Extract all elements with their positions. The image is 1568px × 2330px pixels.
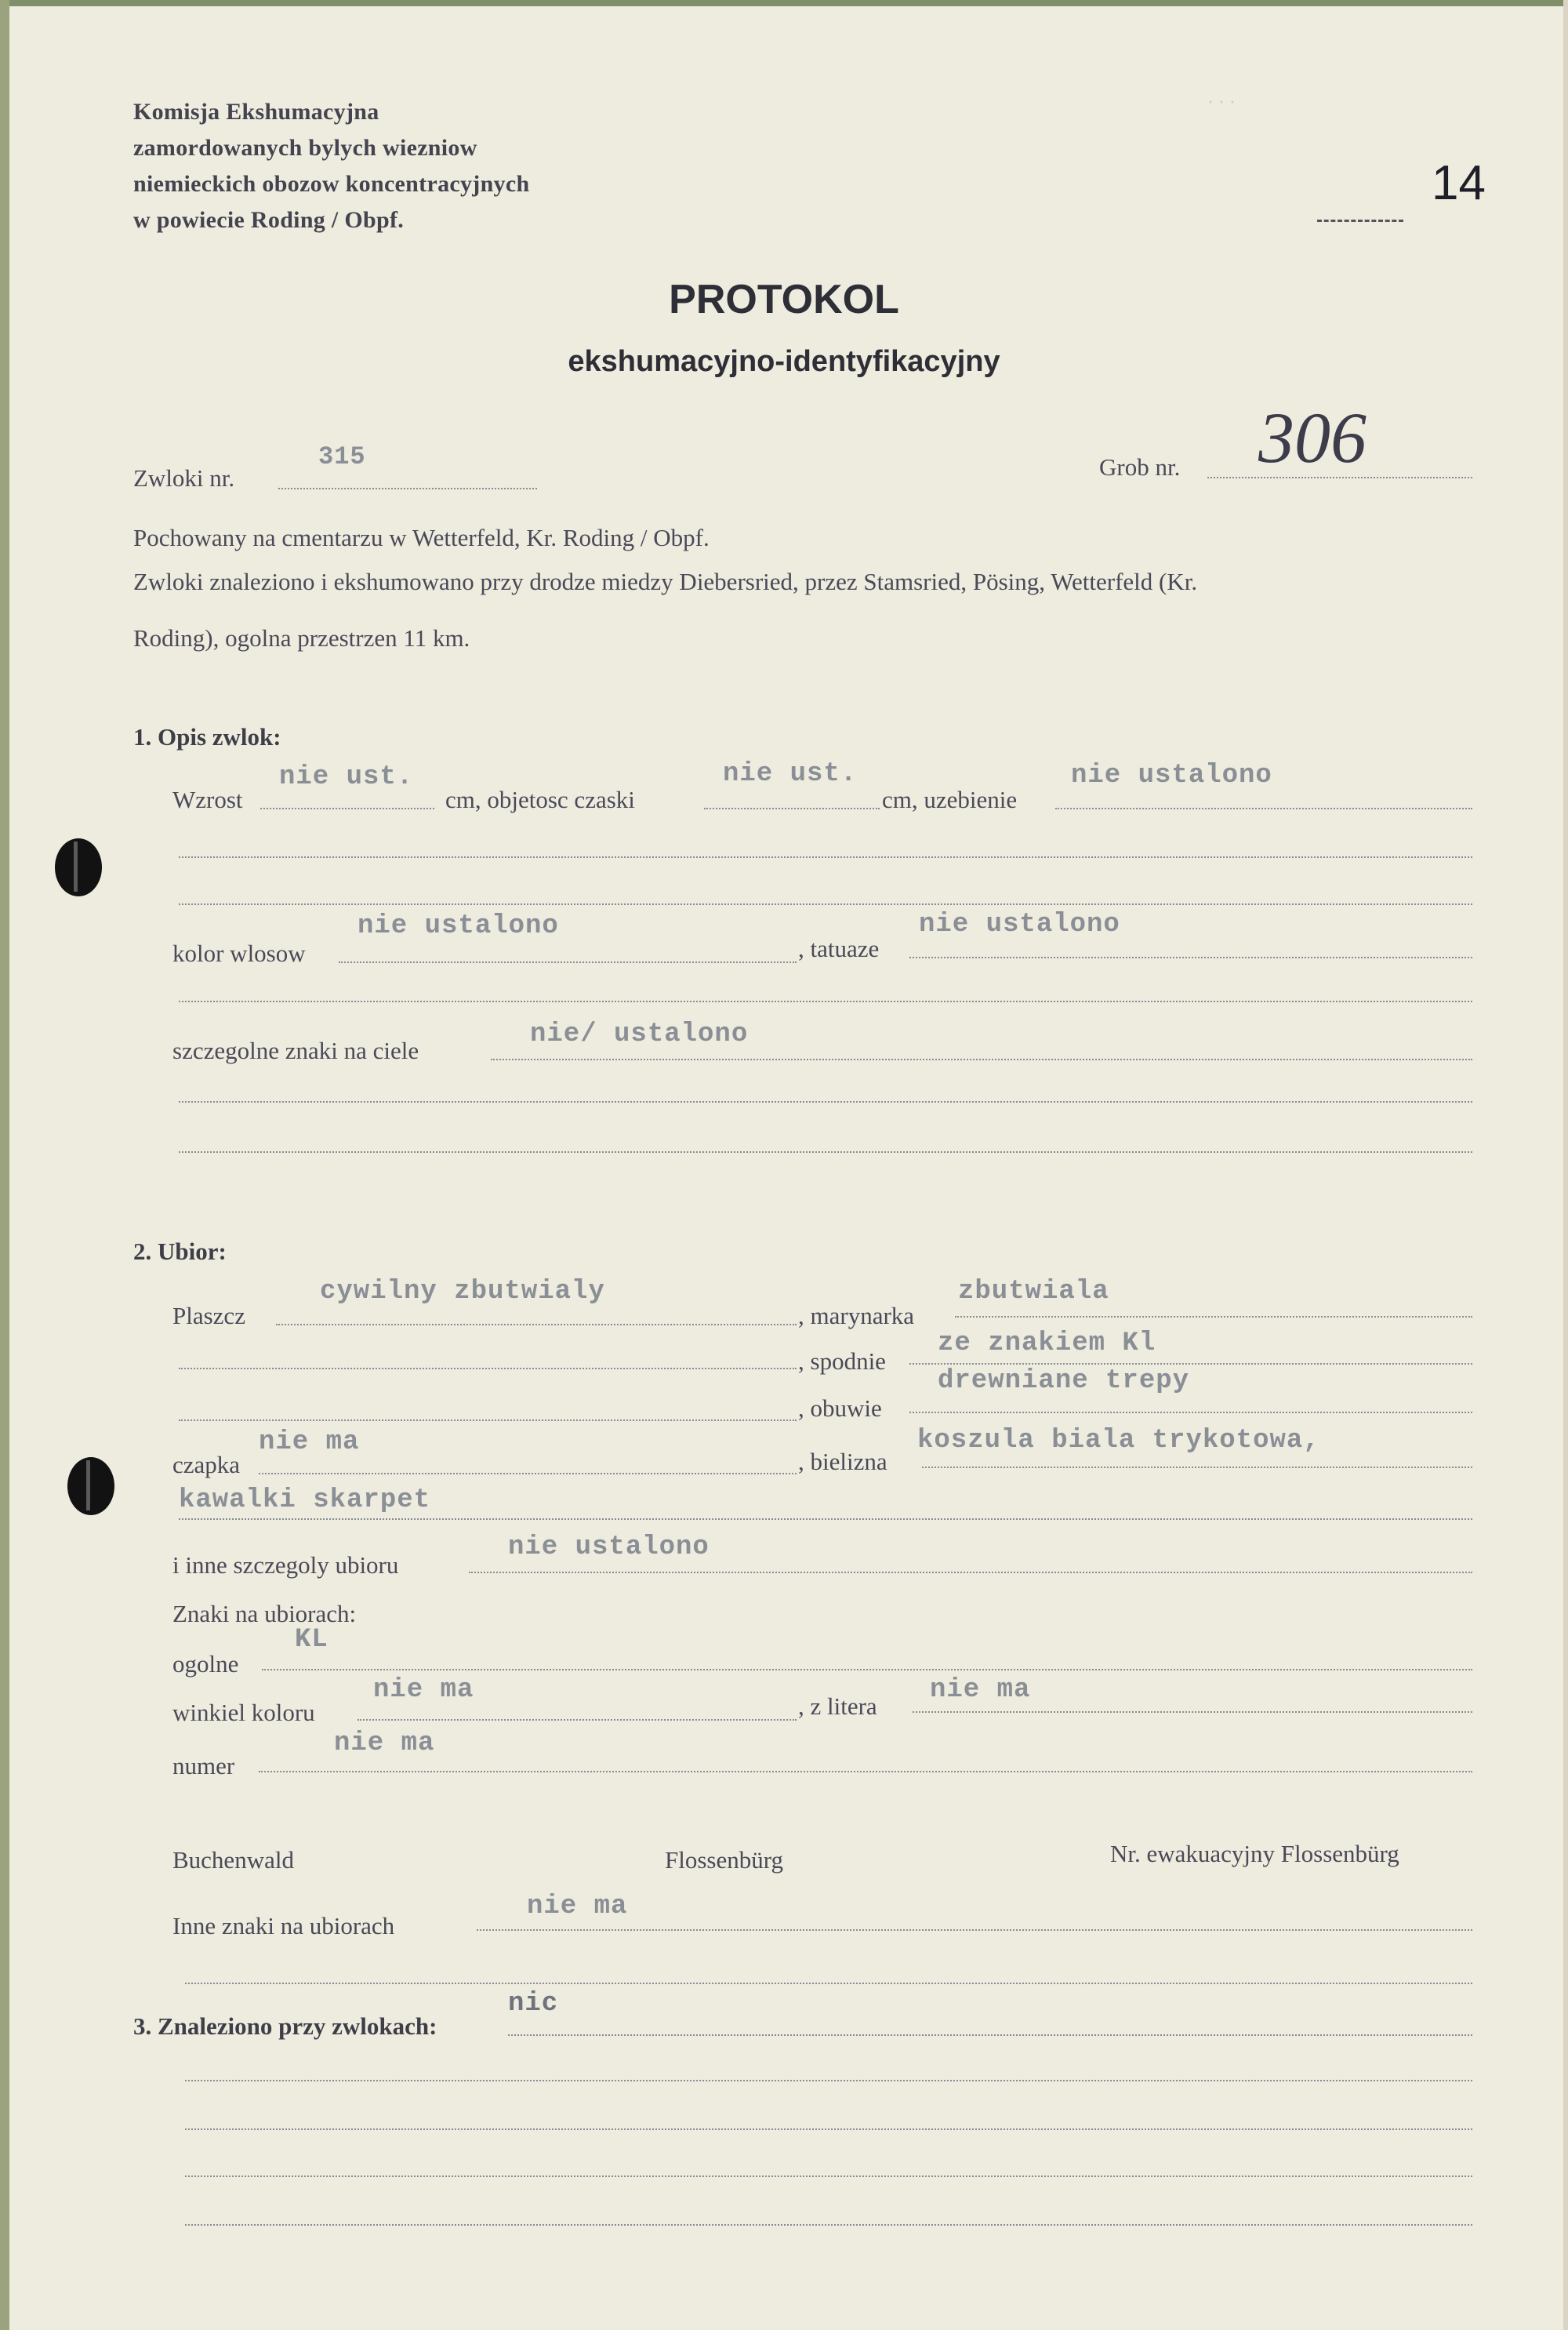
- inne-znaki-line: [477, 1929, 1472, 1931]
- marynarka-value: zbutwiala: [958, 1277, 1109, 1307]
- section3-number: 3.: [133, 2012, 152, 2040]
- uzebienie-label: cm, uzebienie: [882, 786, 1018, 813]
- camp-buchenwald: Buchenwald: [172, 1846, 294, 1874]
- spodnie-value: ze znakiem Kl: [938, 1329, 1156, 1358]
- znaki-label: szczegolne znaki na ciele: [172, 1037, 419, 1064]
- czaszka-value: nie ust.: [723, 759, 858, 789]
- litera-label: , z litera: [798, 1692, 877, 1720]
- section2-heading: [133, 1238, 227, 1266]
- bielizna-value-cont: kawalki skarpet: [179, 1485, 431, 1515]
- inne-znaki-label: Inne znaki na ubiorach: [172, 1912, 395, 1939]
- page-number: 14: [1432, 156, 1486, 210]
- section3-title: Znaleziono przy zwlokach:: [158, 2012, 437, 2040]
- numer-value: nie ma: [334, 1728, 435, 1758]
- blank-line: [179, 1518, 1472, 1520]
- inne-label: i inne szczegoly ubioru: [172, 1551, 399, 1579]
- marynarka-line: [955, 1316, 1472, 1318]
- uzebienie-value: nie ustalono: [1071, 761, 1272, 791]
- ogolne-line: [262, 1669, 1472, 1670]
- bleed-through-mark: · · ·: [1207, 93, 1236, 113]
- tatuaze-value: nie ustalono: [919, 910, 1120, 940]
- litera-line: [913, 1711, 1472, 1713]
- blank-line: [179, 1151, 1472, 1153]
- czaszka-line: [704, 808, 880, 809]
- punch-hole-icon: [55, 838, 102, 896]
- numer-line: [259, 1771, 1472, 1772]
- blank-line: [185, 2080, 1472, 2081]
- inne-line: [469, 1572, 1472, 1573]
- section3-heading: [133, 2012, 437, 2041]
- wzrost-value: nie ust.: [279, 762, 414, 792]
- winkiel-label: winkiel koloru: [172, 1699, 315, 1726]
- section2-title: Ubior:: [158, 1238, 227, 1265]
- bielizna-value: koszula biala trykotowa,: [917, 1426, 1320, 1456]
- kolor-value: nie ustalono: [358, 911, 559, 941]
- top-edge: [0, 0, 1568, 6]
- bielizna-line: [922, 1467, 1472, 1468]
- plaszcz-line: [276, 1324, 797, 1325]
- org-line-1: Komisja Ekshumacyjna: [133, 99, 379, 125]
- zwloki-value: 315: [318, 442, 366, 471]
- blank-line: [185, 1983, 1472, 1984]
- section3-line: [508, 2034, 1472, 2036]
- ogolne-label: ogolne: [172, 1650, 239, 1678]
- blank-line: [179, 1001, 1472, 1002]
- grob-value: 306: [1258, 398, 1367, 478]
- org-line-4: w powiecie Roding / Obpf.: [133, 207, 405, 233]
- org-line-3: niemieckich obozow koncentracyjnych: [133, 171, 530, 197]
- org-line-2: zamordowanych bylych wiezniow: [133, 135, 477, 161]
- kolor-label: kolor wlosow: [172, 940, 306, 967]
- blank-line: [185, 2128, 1472, 2130]
- blank-line: [179, 903, 1472, 905]
- page-title: PROTOKOL: [669, 277, 899, 322]
- blank-line: [185, 2224, 1472, 2226]
- obuwie-line: [909, 1412, 1472, 1413]
- grob-label: Grob nr.: [1099, 453, 1181, 481]
- section3-value: nic: [508, 1989, 559, 2019]
- zwloki-label: Zwloki nr.: [133, 464, 235, 492]
- spodnie-label: , spodnie: [798, 1347, 886, 1375]
- czaszka-label: cm, objetosc czaski: [445, 786, 635, 813]
- section1-number: 1.: [133, 723, 152, 751]
- section1-heading: [133, 723, 281, 751]
- bielizna-label: , bielizna: [798, 1448, 887, 1475]
- section2-number: 2.: [133, 1238, 152, 1265]
- section1-title: Opis zwlok:: [158, 723, 281, 751]
- znaki-ubiory-label: Znaki na ubiorach:: [172, 1600, 357, 1627]
- tatuaze-label: , tatuaze: [798, 935, 880, 962]
- zwloki-line: [278, 488, 537, 489]
- litera-value: nie ma: [930, 1675, 1031, 1705]
- inne-znaki-value: nie ma: [527, 1892, 628, 1921]
- obuwie-label: , obuwie: [798, 1394, 882, 1422]
- wzrost-label: Wzrost: [172, 786, 243, 813]
- wzrost-line: [260, 808, 434, 809]
- znaki-value: nie/ ustalono: [530, 1020, 749, 1049]
- blank-line: [179, 1368, 797, 1369]
- marynarka-label: , marynarka: [798, 1302, 915, 1329]
- czapka-line: [259, 1473, 797, 1474]
- blank-line: [179, 1419, 797, 1421]
- spodnie-line: [909, 1363, 1472, 1365]
- czapka-label: czapka: [172, 1451, 241, 1478]
- punch-hole-icon: [67, 1457, 114, 1515]
- czapka-value: nie ma: [259, 1427, 360, 1457]
- stamp-dash: [1317, 220, 1403, 222]
- obuwie-value: drewniane trepy: [938, 1366, 1190, 1396]
- kolor-line: [339, 961, 797, 963]
- plaszcz-label: Plaszcz: [172, 1302, 245, 1329]
- blank-line: [185, 2176, 1472, 2177]
- winkiel-line: [358, 1719, 797, 1721]
- inne-value: nie ustalono: [508, 1532, 710, 1562]
- plaszcz-value: cywilny zbutwialy: [320, 1277, 605, 1307]
- intro-line-3: Roding), ogolna przestrzen 11 km.: [133, 624, 470, 652]
- uzebienie-line: [1055, 808, 1472, 809]
- intro-line-2: Zwloki znaleziono i ekshumowano przy drodze miedzy Diebersried, przez Stamsried, Pösing, Wetterfeld (Kr.: [133, 568, 1198, 595]
- blank-line: [179, 856, 1472, 858]
- camp-evacuation-number: Nr. ewakuacyjny Flossenbürg: [1110, 1840, 1399, 1867]
- znaki-line: [491, 1059, 1472, 1060]
- intro-line-1: Pochowany na cmentarzu w Wetterfeld, Kr. Roding / Obpf.: [133, 524, 710, 551]
- numer-label: numer: [172, 1752, 235, 1779]
- blank-line: [179, 1101, 1472, 1103]
- tatuaze-line: [909, 957, 1472, 958]
- camp-flossenburg: Flossenbürg: [665, 1846, 784, 1874]
- winkiel-value: nie ma: [373, 1675, 474, 1705]
- page-subtitle: ekshumacyjno-identyfikacyjny: [568, 345, 1000, 378]
- ogolne-value: KL: [295, 1625, 328, 1655]
